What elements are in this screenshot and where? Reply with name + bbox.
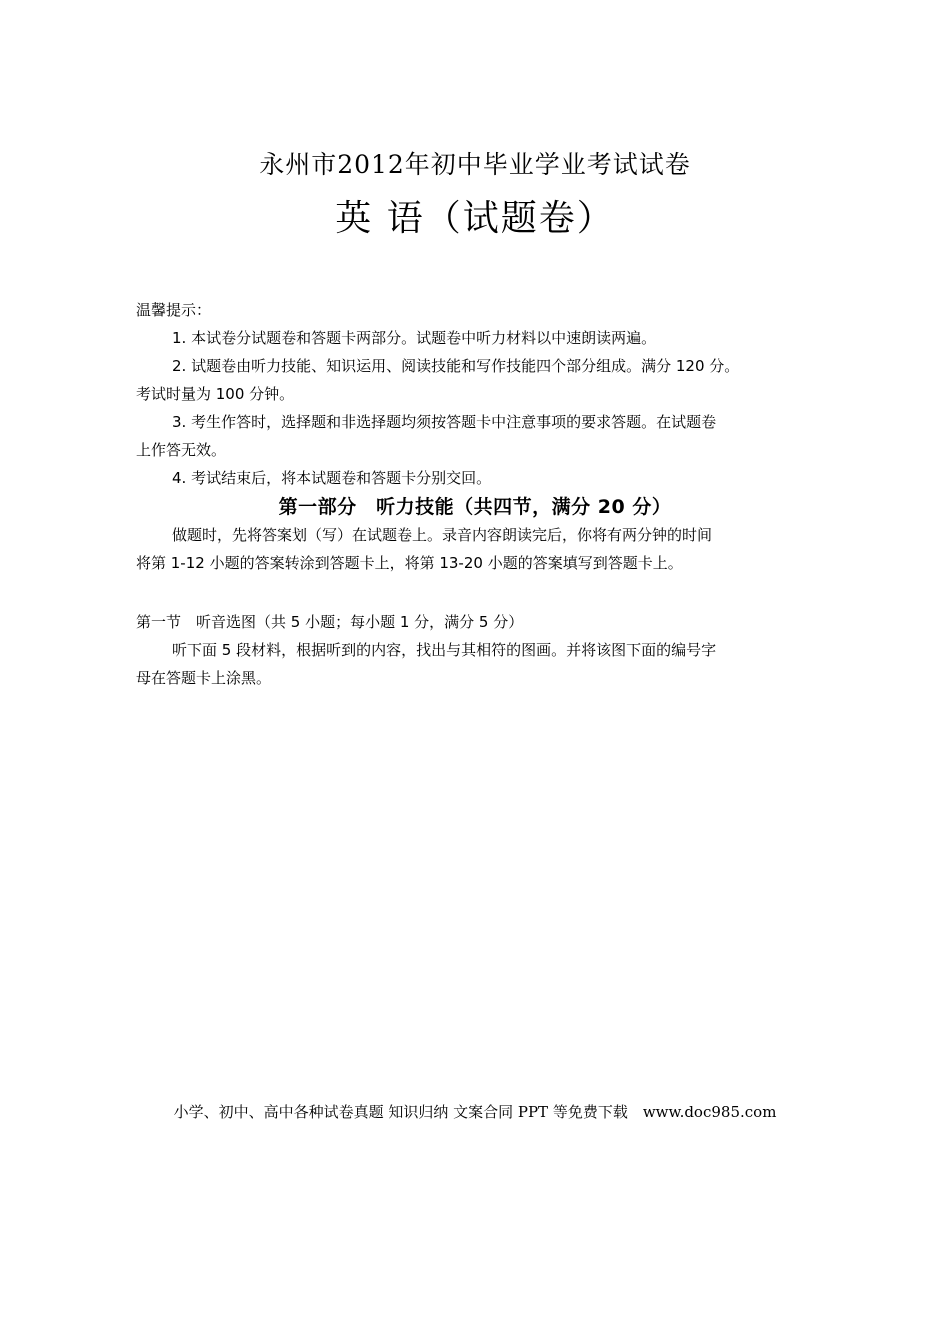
part-one-instruction-line-1: 做题时，先将答案划（写）在试题卷上。录音内容朗读完后，你将有两分钟的时间 — [172, 526, 713, 544]
part-one-instruction-line-2: 将第 1-12 小题的答案转涂到答题卡上，将第 13-20 小题的答案填写到答题卡上。 — [136, 554, 683, 572]
notice-item-4: 4. 考试结束后，将本试题卷和答题卡分别交回。 — [172, 469, 492, 487]
notice-block — [136, 296, 836, 492]
section-one-instruction-line-1: 听下面 5 段材料，根据听到的内容，找出与其相符的图画。并将该图下面的编号字 — [172, 641, 717, 659]
section-one — [136, 608, 836, 692]
exam-title: 永州市2012年初中毕业学业考试试卷 — [259, 150, 691, 179]
notice-item-2-line-2: 考试时量为 100 分钟。 — [136, 385, 295, 403]
part-one-heading: 第一部分 听力技能（共四节，满分 20 分） — [278, 496, 672, 518]
notice-item-2-line-1: 2. 试题卷由听力技能、知识运用、阅读技能和写作技能四个部分组成。满分 120 分。 — [172, 357, 740, 375]
footer-watermark: 小学、初中、高中各种试卷真题 知识归纳 文案合同 PPT 等免费下载 www.doc985.com — [173, 1103, 777, 1121]
notice-item-3-line-2: 上作答无效。 — [136, 441, 227, 459]
exam-subtitle: 英 语（试题卷） — [335, 198, 615, 239]
notice-item-1: 1. 本试卷分试题卷和答题卡两部分。试题卷中听力材料以中速朗读两遍。 — [172, 329, 657, 347]
notice-heading: 温馨提示： — [136, 301, 212, 319]
section-one-heading: 第一节 听音选图（共 5 小题；每小题 1 分，满分 5 分） — [136, 613, 524, 631]
part-one-instructions — [136, 521, 836, 577]
section-one-instruction-line-2: 母在答题卡上涂黑。 — [136, 669, 272, 687]
notice-item-3-line-1: 3. 考生作答时，选择题和非选择题均须按答题卡中注意事项的要求答题。在试题卷 — [172, 413, 717, 431]
